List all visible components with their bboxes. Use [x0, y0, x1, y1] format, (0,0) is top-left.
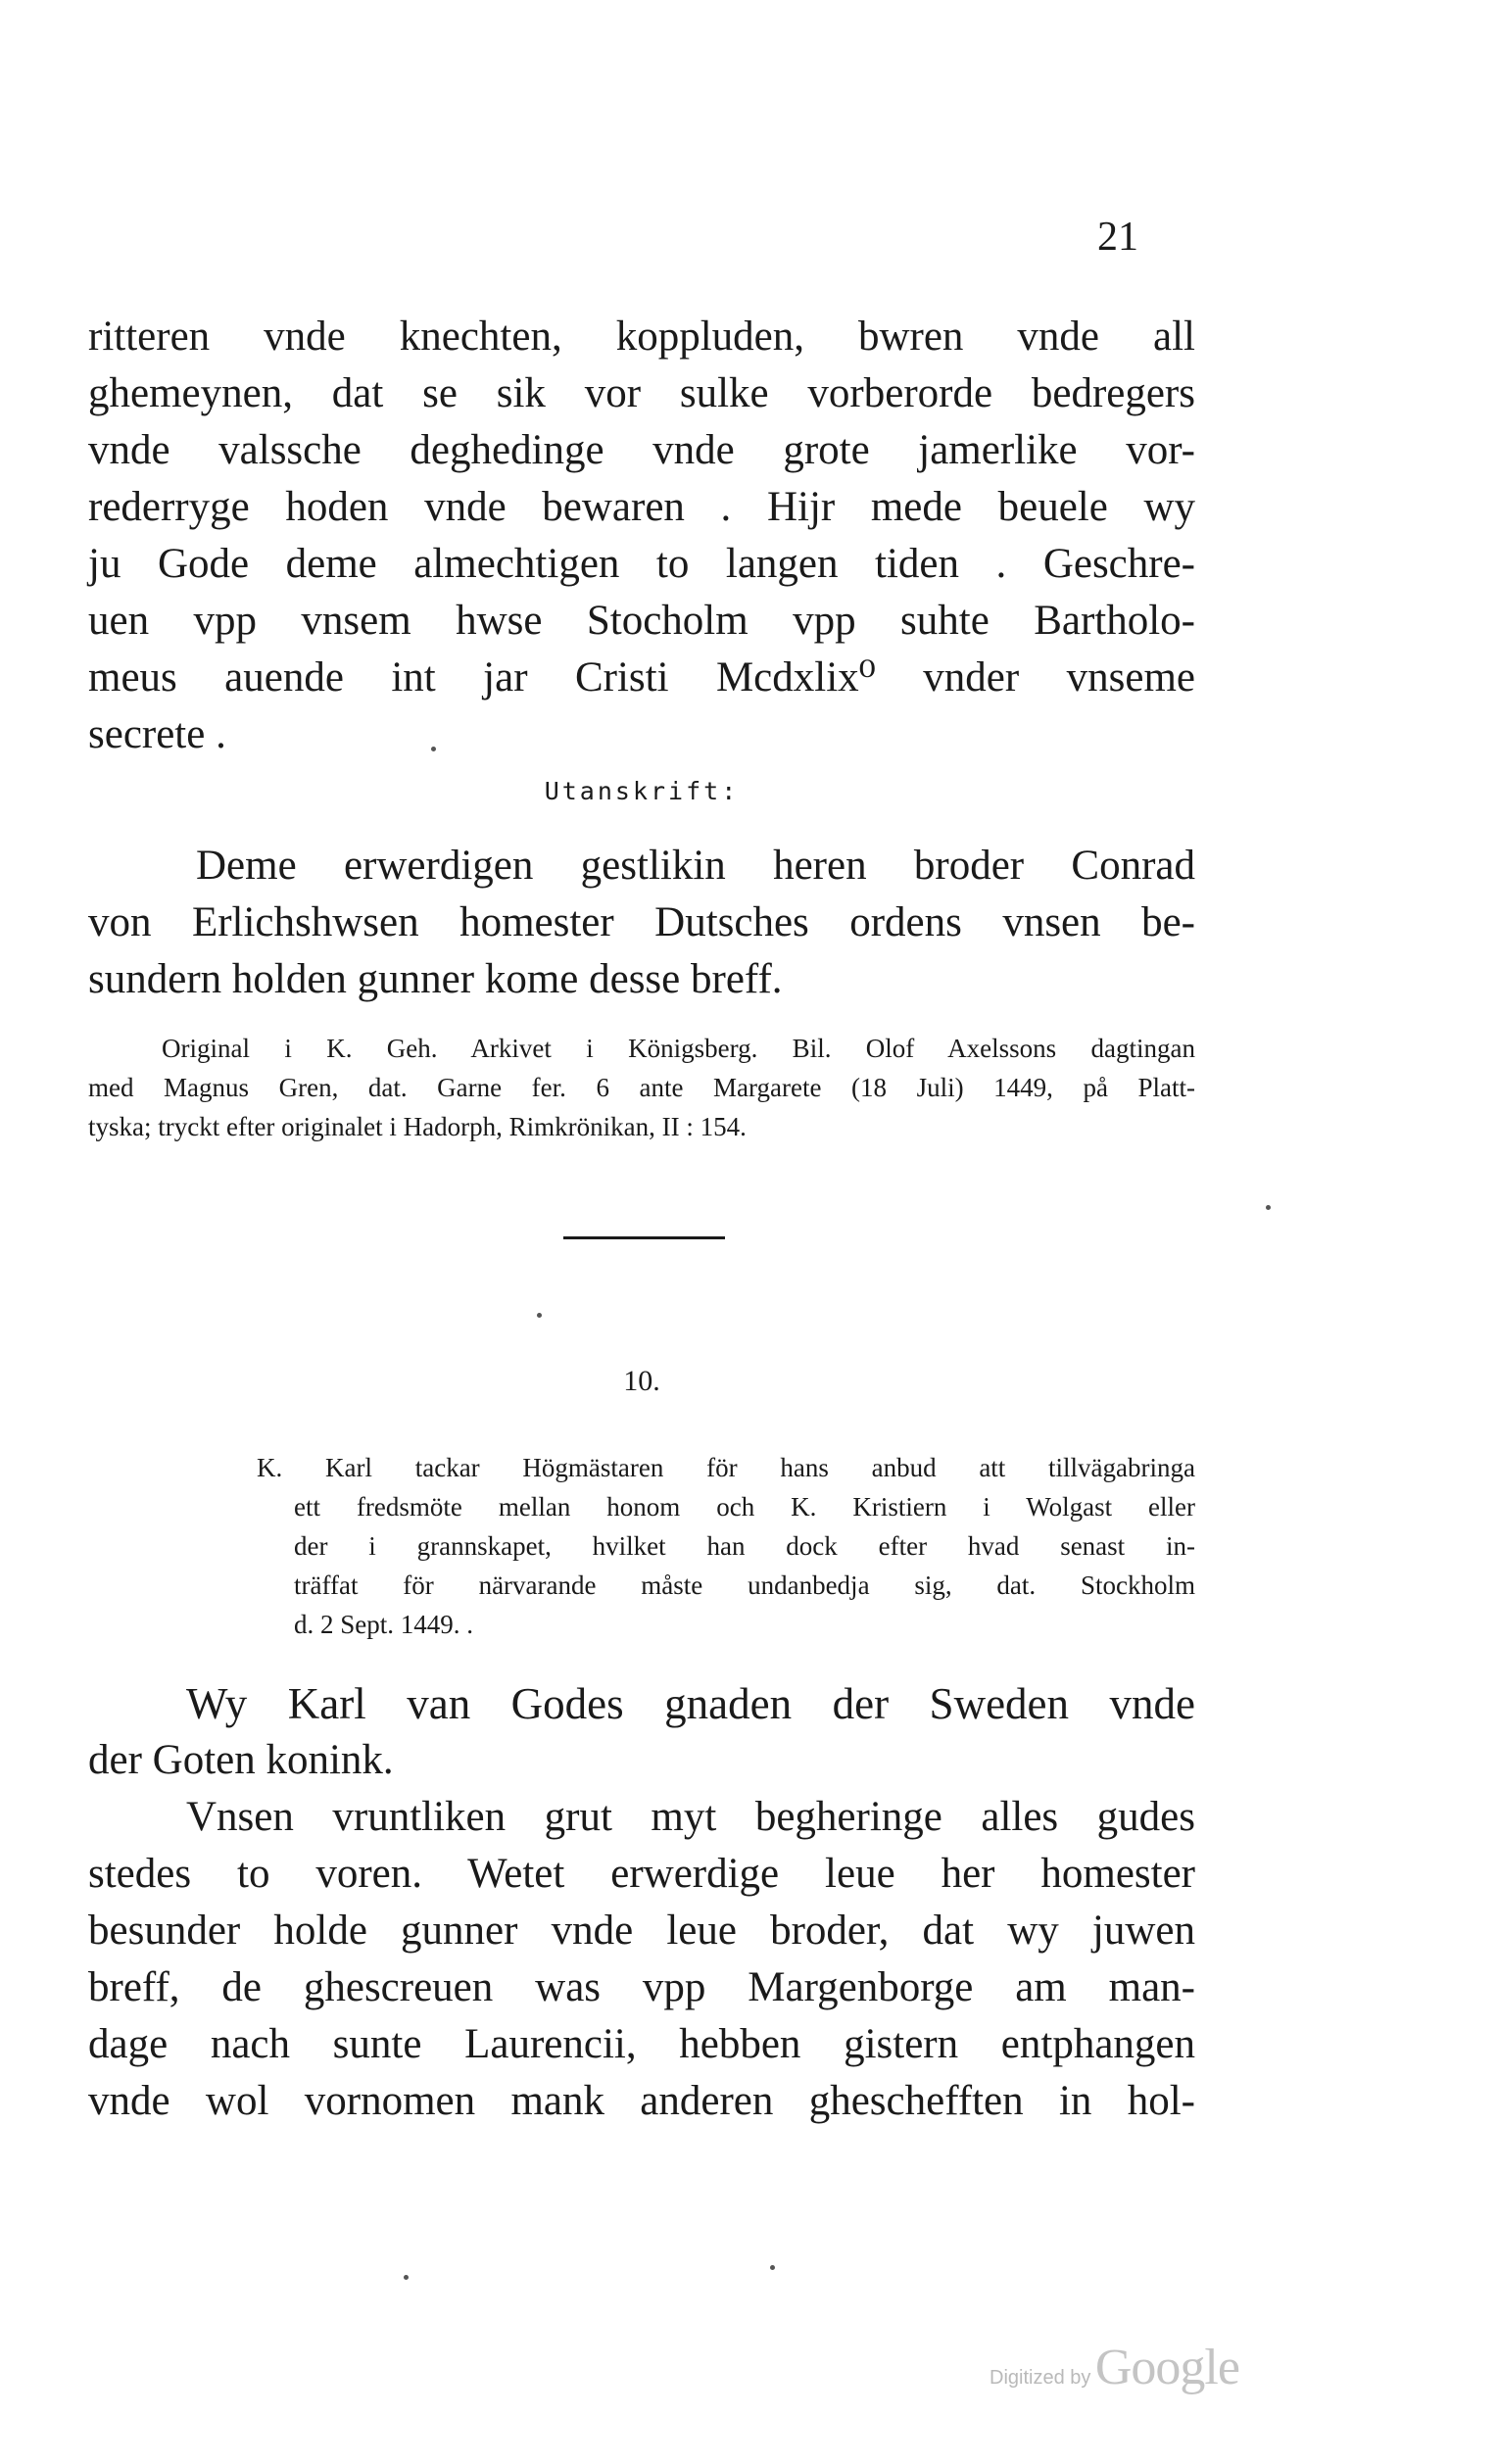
- scan-speck: [1266, 1205, 1271, 1210]
- text-line: der Goten konink.: [88, 1737, 394, 1783]
- summary-line: der i grannskapet, hvilket han dock efter hvad senast in-: [294, 1531, 1195, 1561]
- address-line: Deme erwerdigen gestlikin heren broder Conrad: [196, 843, 1195, 889]
- address-line: sundern holden gunner kome desse breff.: [88, 956, 783, 1002]
- text-line: Vnsen vruntliken grut myt begheringe alles gudes: [186, 1794, 1195, 1840]
- note-line: tyska; tryckt efter originalet i Hadorph, Rimkrönikan, II : 154.: [88, 1112, 747, 1141]
- section-divider: [563, 1236, 725, 1239]
- text-line: besunder holde gunner vnde leue broder, dat wy juwen: [88, 1908, 1195, 1954]
- note-line: Original i K. Geh. Arkivet i Königsberg. Bil. Olof Axelssons dagtingan: [162, 1034, 1195, 1063]
- text-line: rederryge hoden vnde bewaren . Hijr mede beuele wy: [88, 484, 1195, 530]
- text-line: stedes to voren. Wetet erwerdige leue her homester: [88, 1851, 1195, 1897]
- text-line: vnde wol vornomen mank anderen gheschefften in hol-: [88, 2078, 1195, 2124]
- digitized-watermark: [990, 2339, 1239, 2396]
- text-line: ju Gode deme almechtigen to langen tiden . Geschre-: [88, 541, 1195, 587]
- address-caption: Utanskrift:: [544, 777, 740, 805]
- text-line: dage nach sunte Laurencii, hebben gistern entphangen: [88, 2021, 1195, 2067]
- scan-speck: [431, 747, 436, 751]
- scan-speck: [770, 2265, 775, 2270]
- text-line: ghemeynen, dat se sik vor sulke vorberorde bedregers: [88, 370, 1195, 416]
- watermark-prefix: Digitized by: [990, 2367, 1091, 2389]
- text-line: uen vpp vnsem hwse Stocholm vpp suhte Bartholo-: [88, 598, 1195, 644]
- summary-line: d. 2 Sept. 1449. .: [294, 1610, 474, 1639]
- text-line: ritteren vnde knechten, koppluden, bwren vnde all: [88, 314, 1195, 360]
- scan-speck: [404, 2275, 409, 2280]
- text-line: Wy Karl van Godes gnaden der Sweden vnde: [186, 1679, 1195, 1728]
- document-number: 10.: [623, 1365, 660, 1397]
- scan-speck: [537, 1313, 542, 1318]
- summary-line: ett fredsmöte mellan honom och K. Kristiern i Wolgast eller: [294, 1492, 1195, 1522]
- text-line: meus auende int jar Cristi Mcdxlix⁰ vnder vnseme: [88, 654, 1195, 701]
- watermark-brand: Google: [1094, 2340, 1239, 2395]
- page-number: 21: [1097, 215, 1138, 260]
- address-line: von Erlichshwsen homester Dutsches ordens vnsen be-: [88, 899, 1195, 945]
- note-line: med Magnus Gren, dat. Garne fer. 6 ante Margarete (18 Juli) 1449, på Platt-: [88, 1073, 1195, 1102]
- text-line: secrete .: [88, 711, 226, 757]
- text-line: breff, de ghescreuen was vpp Margenborge am man-: [88, 1964, 1195, 2010]
- summary-line: K. Karl tackar Högmästaren för hans anbud att tillvägabringa: [257, 1453, 1195, 1482]
- text-line: vnde valssche deghedinge vnde grote jamerlike vor-: [88, 427, 1195, 473]
- summary-line: träffat för närvarande måste undanbedja sig, dat. Stockholm: [294, 1570, 1195, 1600]
